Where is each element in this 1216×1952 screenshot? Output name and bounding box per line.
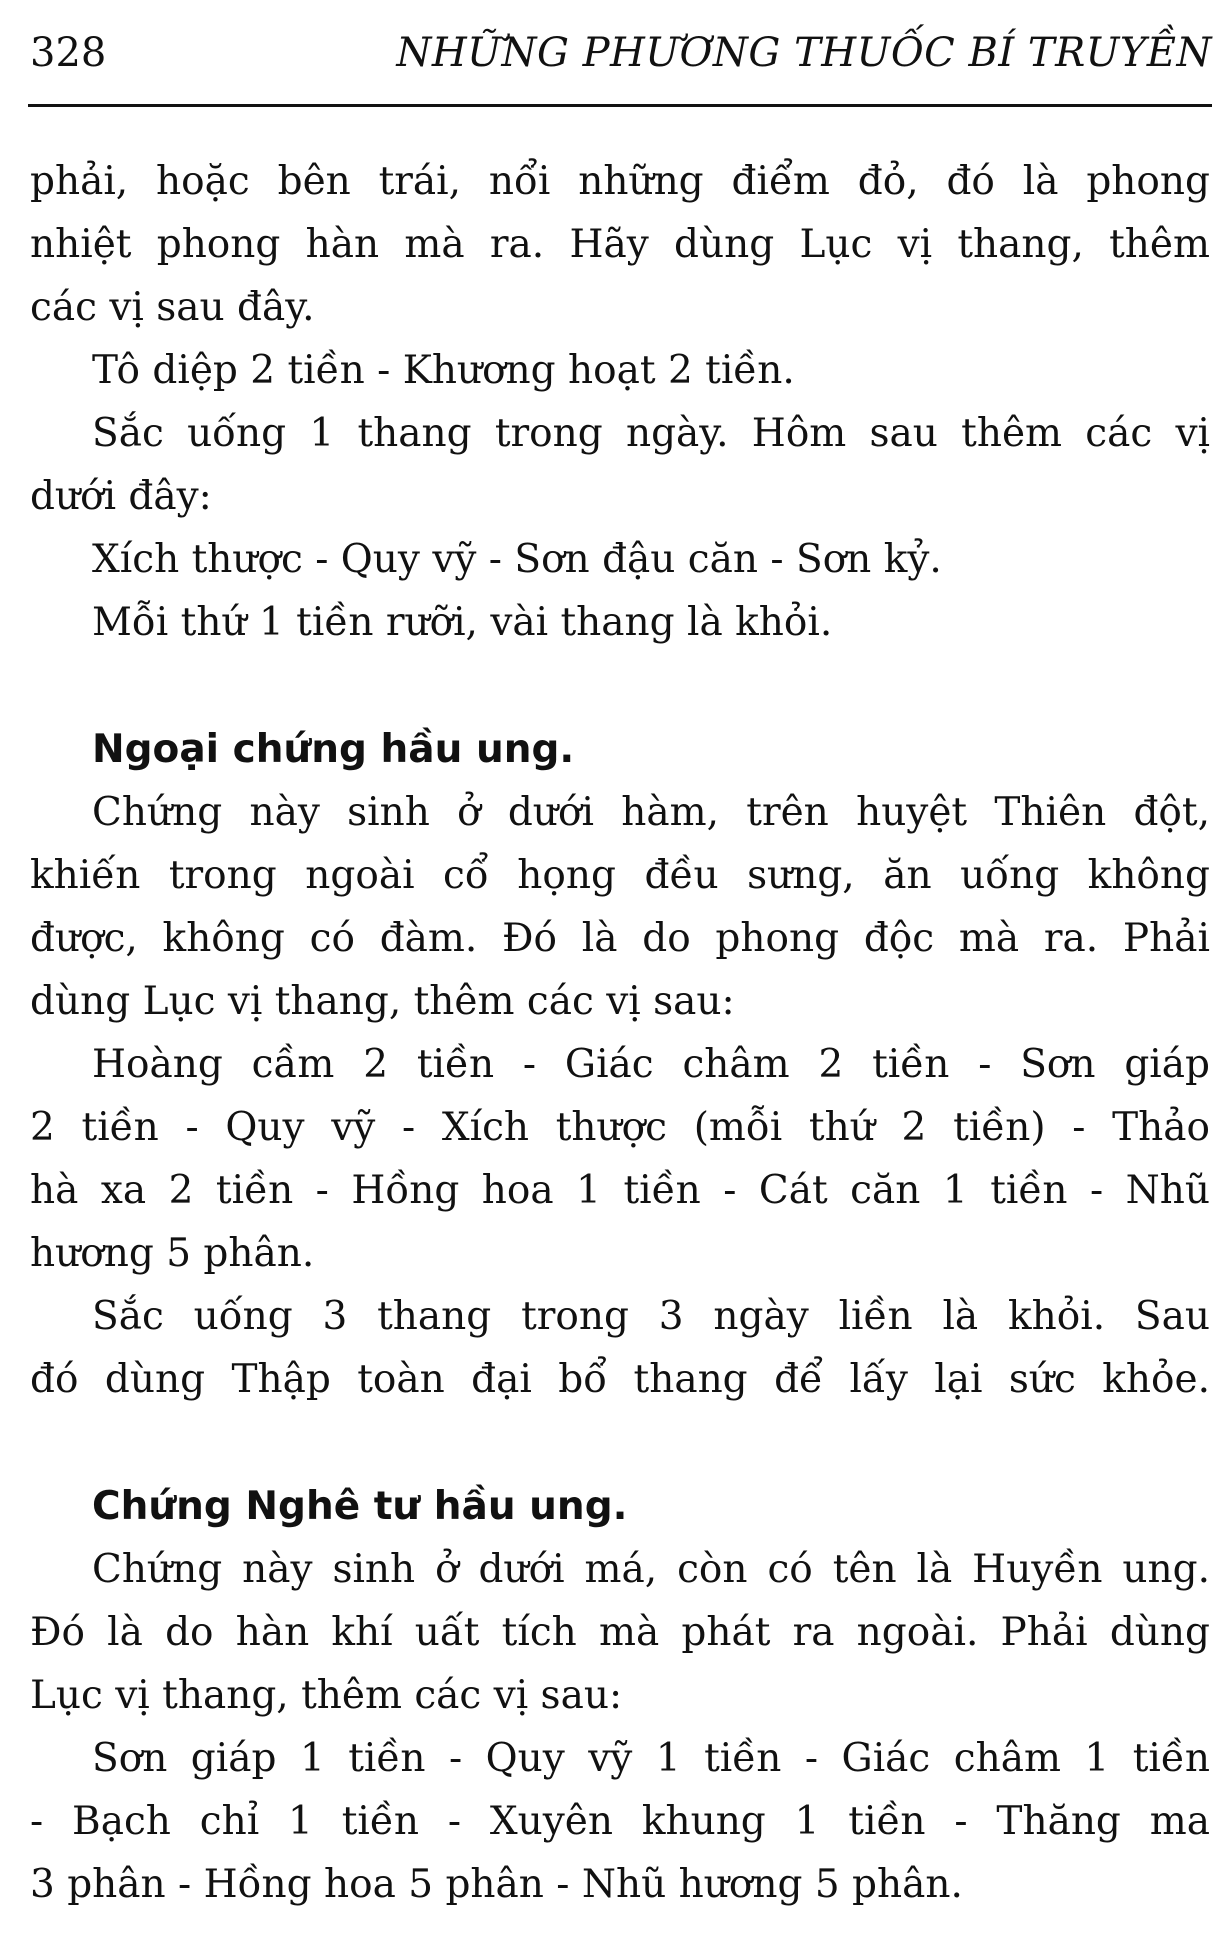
text-line: phải, hoặc bên trái, nổi những điểm đỏ, đó là phong (30, 159, 1210, 204)
text-line: Chứng này sinh ở dưới má, còn có tên là Huyền ung. (92, 1547, 1210, 1592)
body-text (30, 150, 1210, 1916)
text-line: dưới đây: (30, 474, 212, 519)
text-line: Chứng này sinh ở dưới hàm, trên huyệt Thiên đột, (92, 790, 1210, 835)
section-heading: Ngoại chứng hầu ung. (92, 727, 575, 772)
text-line: Sắc uống 1 thang trong ngày. Hôm sau thêm các vị (92, 411, 1210, 456)
section-heading: Chứng Nghê tư hầu ung. (92, 1484, 628, 1529)
running-title: NHỮNG PHƯƠNG THUỐC BÍ TRUYỀN (396, 30, 1212, 76)
text-line: dùng Lục vị thang, thêm các vị sau: (30, 979, 735, 1024)
text-line: khiến trong ngoài cổ họng đều sưng, ăn uống không (30, 853, 1210, 898)
text-line: 2 tiền - Quy vỹ - Xích thược (mỗi thứ 2 tiền) - Thảo (30, 1105, 1210, 1150)
text-line: hà xa 2 tiền - Hồng hoa 1 tiền - Cát căn 1 tiền - Nhũ (30, 1168, 1210, 1213)
text-line: Đó là do hàn khí uất tích mà phát ra ngoài. Phải dùng (30, 1610, 1210, 1655)
text-line: được, không có đàm. Đó là do phong độc mà ra. Phải (30, 916, 1210, 961)
text-line: Lục vị thang, thêm các vị sau: (30, 1673, 623, 1718)
text-line: Mỗi thứ 1 tiền rưỡi, vài thang là khỏi. (92, 600, 833, 645)
page-number: 328 (30, 30, 107, 76)
section-gap (30, 1411, 1210, 1475)
text-line: nhiệt phong hàn mà ra. Hãy dùng Lục vị thang, thêm (30, 222, 1210, 267)
header-rule (28, 104, 1212, 107)
text-line: Xích thược - Quy vỹ - Sơn đậu căn - Sơn kỷ. (92, 537, 942, 582)
text-line: Sơn giáp 1 tiền - Quy vỹ 1 tiền - Giác châm 1 tiền (92, 1736, 1210, 1781)
section-gap (30, 654, 1210, 718)
text-line: Hoàng cầm 2 tiền - Giác châm 2 tiền - Sơn giáp (92, 1042, 1210, 1087)
text-line: 3 phân - Hồng hoa 5 phân - Nhũ hương 5 phân. (30, 1862, 963, 1907)
text-line: đó dùng Thập toàn đại bổ thang để lấy lại sức khỏe. (30, 1357, 1210, 1402)
text-line: Sắc uống 3 thang trong 3 ngày liền là khỏi. Sau (92, 1294, 1210, 1339)
text-line: - Bạch chỉ 1 tiền - Xuyên khung 1 tiền - Thăng ma (30, 1799, 1210, 1844)
text-line: Tô diệp 2 tiền - Khương hoạt 2 tiền. (92, 348, 795, 393)
text-line: các vị sau đây. (30, 285, 315, 330)
page-header (30, 26, 1216, 86)
text-line: hương 5 phân. (30, 1231, 315, 1276)
